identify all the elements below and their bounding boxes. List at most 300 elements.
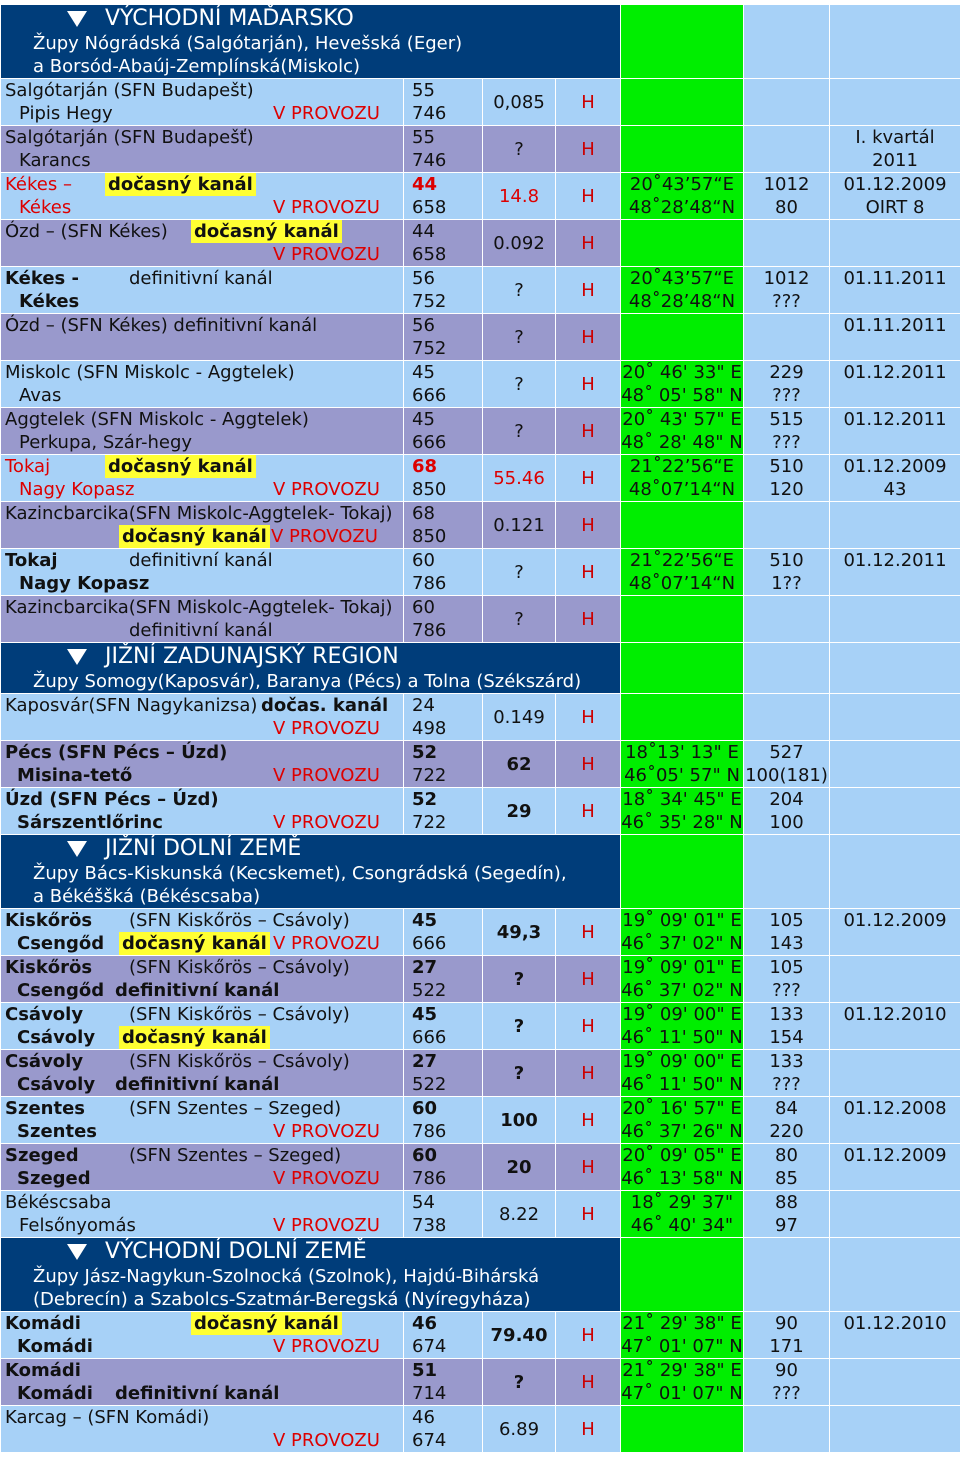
start-date: 01.12.2011	[830, 361, 960, 384]
date-note	[830, 717, 960, 740]
date-note	[830, 764, 960, 787]
channel-cell	[404, 220, 483, 267]
coordinates-cell	[621, 1003, 744, 1050]
station-note: (SFN Kiskőrös – Csávoly)	[129, 909, 350, 932]
channel-cell	[404, 173, 483, 220]
section-title-cell	[1, 1238, 621, 1312]
coordinates-cell	[621, 455, 744, 502]
erp: ???	[744, 290, 829, 313]
erp: 97	[744, 1214, 829, 1237]
date-note	[830, 337, 960, 360]
coordinates-cell	[621, 956, 744, 1003]
date-note	[830, 932, 960, 955]
site-name: Csengőd	[17, 979, 104, 1002]
table-row	[1, 694, 960, 741]
altitude: 90	[744, 1312, 829, 1335]
status-in-operation: V PROVOZU	[273, 196, 380, 219]
altitude: 1012	[744, 267, 829, 290]
altitude	[744, 126, 829, 149]
channel-number: 52	[404, 741, 482, 764]
longitude	[621, 314, 743, 337]
coordinates-cell	[621, 694, 744, 741]
longitude: 18˚ 29' 37"	[621, 1191, 743, 1214]
channel-frequency: 658	[404, 243, 482, 266]
longitude: 19˚ 09' 01" E	[621, 909, 743, 932]
section-subtitle: Župy Somogy(Kaposvár), Baranya (Pécs) a Tolna (Székszárd)	[1, 670, 620, 693]
power-value: ?	[483, 314, 556, 361]
latitude: 46˚ 13' 58" N	[621, 1167, 743, 1190]
altitude-cell	[744, 1191, 830, 1238]
altitude-cell	[744, 1050, 830, 1097]
latitude: 47˚ 01' 07" N	[621, 1382, 743, 1405]
table-row	[1, 1359, 960, 1406]
polarization: H	[556, 361, 621, 408]
date-note: 2011	[830, 149, 960, 172]
coordinates-cell	[621, 408, 744, 455]
channel-number: 44	[404, 173, 482, 196]
power-value: ?	[483, 1050, 556, 1097]
power-value: ?	[483, 1003, 556, 1050]
polarization: H	[556, 314, 621, 361]
polarization: H	[556, 1406, 621, 1453]
polarization: H	[556, 1191, 621, 1238]
date-cell	[830, 126, 960, 173]
channel-frequency: 752	[404, 290, 482, 313]
altitude	[744, 220, 829, 243]
altitude: 105	[744, 956, 829, 979]
date-note	[830, 1073, 960, 1096]
coordinates-cell	[621, 1406, 744, 1453]
altitude	[744, 596, 829, 619]
start-date	[830, 1191, 960, 1214]
date-cell	[830, 1406, 960, 1453]
longitude: 20˚ 09' 05" E	[621, 1144, 743, 1167]
coordinates-cell	[621, 1191, 744, 1238]
altitude-cell	[744, 909, 830, 956]
power-value: ?	[483, 267, 556, 314]
channel-frequency: 522	[404, 1073, 482, 1096]
latitude: 48˚28’48“N	[621, 290, 743, 313]
start-date: 01.12.2010	[830, 1003, 960, 1026]
triangle-down-icon	[67, 11, 87, 27]
channel-number: 56	[404, 267, 482, 290]
polarization: H	[556, 788, 621, 835]
station-cell	[1, 220, 404, 267]
start-date: 01.12.2011	[830, 549, 960, 572]
station-cell	[1, 549, 404, 596]
date-cell	[830, 694, 960, 741]
coordinates-cell	[621, 741, 744, 788]
longitude	[621, 1406, 743, 1429]
green-cell	[621, 5, 744, 79]
start-date	[830, 1359, 960, 1382]
power-value: 0.092	[483, 220, 556, 267]
polarization: H	[556, 956, 621, 1003]
site-name: Nagy Kopasz	[19, 478, 135, 501]
station-cell	[1, 596, 404, 643]
channel-cell	[404, 1406, 483, 1453]
station-note: (SFN Kiskőrös – Csávoly)	[129, 1003, 350, 1026]
coordinates-cell	[621, 220, 744, 267]
start-date: 01.11.2011	[830, 267, 960, 290]
date-note	[830, 1026, 960, 1049]
altitude-cell	[744, 741, 830, 788]
channel-number: 68	[404, 502, 482, 525]
site-name: Csávoly	[17, 1073, 95, 1096]
channel-number: 55	[404, 79, 482, 102]
date-cell	[830, 408, 960, 455]
channel-number: 24	[404, 694, 482, 717]
station-note: (SFN Szentes – Szeged)	[129, 1144, 341, 1167]
date-cell	[830, 314, 960, 361]
channel-cell	[404, 79, 483, 126]
coordinates-cell	[621, 126, 744, 173]
station-name: Ózd – (SFN Kékes) definitivní kanál	[5, 314, 317, 337]
latitude: 46˚ 37' 02" N	[621, 932, 743, 955]
polarization: H	[556, 1050, 621, 1097]
channel-number: 60	[404, 1097, 482, 1120]
start-date: 01.12.2011	[830, 408, 960, 431]
date-cell	[830, 1144, 960, 1191]
power-value: ?	[483, 126, 556, 173]
altitude: 105	[744, 909, 829, 932]
latitude: 46˚05' 57" N	[621, 764, 743, 787]
longitude: 20˚43’57“E	[621, 173, 743, 196]
channel-cell	[404, 361, 483, 408]
date-note	[830, 811, 960, 834]
section-title-cell	[1, 835, 621, 909]
channel-number: 56	[404, 314, 482, 337]
channel-frequency: 666	[404, 1026, 482, 1049]
section-title: JIŽNÍ DOLNÍ ZEMĚ	[105, 836, 301, 861]
channel-cell	[404, 1050, 483, 1097]
date-cell	[830, 596, 960, 643]
polarization: H	[556, 1144, 621, 1191]
date-note	[830, 1120, 960, 1143]
altitude-cell	[744, 314, 830, 361]
channel-frequency: 738	[404, 1214, 482, 1237]
altitude: 90	[744, 1359, 829, 1382]
erp	[744, 149, 829, 172]
section-title: VÝCHODNÍ DOLNÍ ZEMĚ	[105, 1239, 367, 1264]
channel-frequency: 850	[404, 525, 482, 548]
power-value: 62	[483, 741, 556, 788]
table-row	[1, 909, 960, 956]
channel-number: 27	[404, 1050, 482, 1073]
status-in-operation: V PROVOZU	[273, 717, 380, 740]
channel-number: 45	[404, 1003, 482, 1026]
altitude: 133	[744, 1003, 829, 1026]
section-subtitle: Župy Jász-Nagykun-Szolnocká (Szolnok), Hajdú-Bihárská	[1, 1265, 620, 1288]
station-cell	[1, 956, 404, 1003]
station-name: Ózd – (SFN Kékes)	[5, 220, 168, 243]
latitude: 48˚07’14“N	[621, 478, 743, 501]
station-cell	[1, 408, 404, 455]
table-row	[1, 220, 960, 267]
altitude	[744, 79, 829, 102]
table-row	[1, 173, 960, 220]
date-note	[830, 243, 960, 266]
channel-frequency: 746	[404, 149, 482, 172]
longitude: 21˚ 29' 38" E	[621, 1359, 743, 1382]
section-title: JIŽNÍ ZADUNAJSKÝ REGION	[105, 644, 399, 669]
station-name: Salgótarján (SFN Budapešt)	[5, 79, 254, 102]
channel-frequency: 714	[404, 1382, 482, 1405]
altitude: 80	[744, 1144, 829, 1167]
start-date: 01.12.2010	[830, 1312, 960, 1335]
erp: 85	[744, 1167, 829, 1190]
channel-number: 54	[404, 1191, 482, 1214]
erp: ???	[744, 979, 829, 1002]
station-name: Kékes -	[5, 267, 79, 290]
date-cell	[830, 956, 960, 1003]
site-name: Karancs	[19, 149, 91, 172]
definitive-channel-label: definitivní kanál	[115, 1073, 279, 1096]
latitude: 48˚28’48“N	[621, 196, 743, 219]
station-cell	[1, 694, 404, 741]
channel-frequency: 746	[404, 102, 482, 125]
site-name: Komádi	[17, 1382, 93, 1405]
start-date: 01.11.2011	[830, 314, 960, 337]
site-name: Komádi	[17, 1335, 93, 1358]
polarization: H	[556, 1003, 621, 1050]
channel-number: 51	[404, 1359, 482, 1382]
status-in-operation: V PROVOZU	[273, 102, 380, 125]
erp: 120	[744, 478, 829, 501]
station-note: (SFN Szentes – Szeged)	[129, 1097, 341, 1120]
triangle-down-icon	[67, 1244, 87, 1260]
station-cell	[1, 361, 404, 408]
definitive-channel-label: definitivní kanál	[115, 1382, 279, 1405]
station-cell	[1, 1097, 404, 1144]
channel-number: 45	[404, 361, 482, 384]
channel-cell	[404, 596, 483, 643]
station-name: Tokaj	[5, 455, 50, 478]
start-date	[830, 956, 960, 979]
start-date: 01.12.2008	[830, 1097, 960, 1120]
date-note	[830, 979, 960, 1002]
latitude: 46˚ 40' 34"	[621, 1214, 743, 1237]
empty-cell	[744, 1238, 830, 1312]
station-cell	[1, 1144, 404, 1191]
channel-frequency: 674	[404, 1429, 482, 1452]
erp: 143	[744, 932, 829, 955]
table-row	[1, 549, 960, 596]
longitude: 20˚ 46' 33" E	[621, 361, 743, 384]
coordinates-cell	[621, 1050, 744, 1097]
latitude: 46˚ 11' 50" N	[621, 1073, 743, 1096]
station-name: Aggtelek (SFN Miskolc - Aggtelek)	[5, 408, 309, 431]
status-in-operation: V PROVOZU	[273, 764, 380, 787]
longitude	[621, 126, 743, 149]
section-subtitle: Župy Nógrádská (Salgótarján), Hevešská (Eger)	[1, 32, 620, 55]
date-note	[830, 525, 960, 548]
longitude: 18˚13' 13" E	[621, 741, 743, 764]
power-value: 14.8	[483, 173, 556, 220]
station-name: Kiskőrös	[5, 909, 92, 932]
station-name: Úzd (SFN Pécs – Úzd)	[5, 788, 219, 811]
coordinates-cell	[621, 502, 744, 549]
status-in-operation: V PROVOZU	[273, 1429, 380, 1452]
table-row	[1, 741, 960, 788]
altitude-cell	[744, 956, 830, 1003]
longitude: 21˚ 29' 38" E	[621, 1312, 743, 1335]
channel-cell	[404, 408, 483, 455]
altitude-cell	[744, 126, 830, 173]
table-row	[1, 1003, 960, 1050]
station-cell	[1, 267, 404, 314]
date-cell	[830, 741, 960, 788]
table-row	[1, 267, 960, 314]
polarization: H	[556, 909, 621, 956]
coordinates-cell	[621, 79, 744, 126]
temporary-channel-label: dočas. kanál	[261, 694, 388, 717]
channel-cell	[404, 314, 483, 361]
altitude-cell	[744, 408, 830, 455]
station-cell	[1, 1003, 404, 1050]
altitude: 84	[744, 1097, 829, 1120]
altitude: 510	[744, 455, 829, 478]
section-subtitle: a Békéššká (Békéscsaba)	[1, 885, 620, 908]
channel-cell	[404, 741, 483, 788]
power-value: 49,3	[483, 909, 556, 956]
station-name: Salgótarján (SFN Budapešť)	[5, 126, 254, 149]
station-name: Csávoly	[5, 1050, 83, 1073]
start-date	[830, 79, 960, 102]
polarization: H	[556, 267, 621, 314]
longitude: 19˚ 09' 00" E	[621, 1003, 743, 1026]
section-title-cell	[1, 643, 621, 694]
date-cell	[830, 267, 960, 314]
date-note	[830, 431, 960, 454]
station-cell	[1, 455, 404, 502]
section-header	[1, 1238, 960, 1312]
date-note	[830, 384, 960, 407]
channel-frequency: 786	[404, 572, 482, 595]
altitude	[744, 502, 829, 525]
latitude	[621, 149, 743, 172]
section-subtitle: a Borsód-Abaúj-Zemplínská(Miskolc)	[1, 55, 620, 78]
station-name: Szentes	[5, 1097, 85, 1120]
longitude: 20˚43’57“E	[621, 267, 743, 290]
polarization: H	[556, 408, 621, 455]
channel-frequency: 498	[404, 717, 482, 740]
channel-frequency: 666	[404, 431, 482, 454]
date-note: 43	[830, 478, 960, 501]
site-name: Kékes	[19, 290, 79, 313]
date-cell	[830, 220, 960, 267]
polarization: H	[556, 502, 621, 549]
station-cell	[1, 1050, 404, 1097]
altitude: 88	[744, 1191, 829, 1214]
channel-frequency: 722	[404, 764, 482, 787]
station-name: Kékes –	[5, 173, 72, 196]
altitude-cell	[744, 549, 830, 596]
site-name: Csávoly	[17, 1026, 95, 1049]
channel-number: 46	[404, 1406, 482, 1429]
coordinates-cell	[621, 1097, 744, 1144]
channel-frequency: 674	[404, 1335, 482, 1358]
start-date: I. kvartál	[830, 126, 960, 149]
date-cell	[830, 1312, 960, 1359]
power-value: ?	[483, 549, 556, 596]
power-value: 55.46	[483, 455, 556, 502]
start-date	[830, 596, 960, 619]
table-row	[1, 1312, 960, 1359]
status-in-operation: V PROVOZU	[273, 478, 380, 501]
site-name: Sárszentlőrinc	[17, 811, 163, 834]
latitude	[621, 717, 743, 740]
channel-number: 52	[404, 788, 482, 811]
longitude	[621, 596, 743, 619]
start-date	[830, 502, 960, 525]
status-in-operation: V PROVOZU	[273, 243, 380, 266]
coordinates-cell	[621, 1312, 744, 1359]
date-note	[830, 290, 960, 313]
channel-frequency: 850	[404, 478, 482, 501]
latitude: 48˚ 05' 58" N	[621, 384, 743, 407]
power-value: ?	[483, 361, 556, 408]
section-title: VÝCHODNÍ MAĎARSKO	[105, 6, 354, 31]
date-cell	[830, 361, 960, 408]
channel-cell	[404, 126, 483, 173]
altitude-cell	[744, 1312, 830, 1359]
channel-frequency: 666	[404, 384, 482, 407]
date-cell	[830, 79, 960, 126]
station-cell	[1, 788, 404, 835]
power-value: ?	[483, 956, 556, 1003]
erp: 80	[744, 196, 829, 219]
date-note	[830, 619, 960, 642]
site-name: Csengőd	[17, 932, 104, 955]
polarization: H	[556, 79, 621, 126]
temporary-channel-label: dočasný kanál	[119, 1026, 270, 1049]
channel-cell	[404, 694, 483, 741]
polarization: H	[556, 126, 621, 173]
altitude-cell	[744, 79, 830, 126]
start-date	[830, 1050, 960, 1073]
power-value: ?	[483, 1359, 556, 1406]
longitude: 20˚ 43' 57" E	[621, 408, 743, 431]
station-name: Békéscsaba	[5, 1191, 111, 1214]
empty-cell	[744, 835, 830, 909]
definitive-channel-label: definitivní kanál	[115, 979, 279, 1002]
polarization: H	[556, 741, 621, 788]
station-cell	[1, 126, 404, 173]
erp: 220	[744, 1120, 829, 1143]
status-in-operation: V PROVOZU	[271, 525, 378, 548]
section-subtitle: (Debrecín) a Szabolcs-Szatmár-Beregská (Nyíregyháza)	[1, 1288, 620, 1311]
channel-cell	[404, 1312, 483, 1359]
erp	[744, 1429, 829, 1452]
table-row	[1, 1144, 960, 1191]
green-cell	[621, 835, 744, 909]
green-cell	[621, 643, 744, 694]
altitude: 1012	[744, 173, 829, 196]
section-header	[1, 5, 960, 79]
erp	[744, 337, 829, 360]
section-header	[1, 835, 960, 909]
channel-number: 60	[404, 596, 482, 619]
longitude	[621, 694, 743, 717]
channel-cell	[404, 1003, 483, 1050]
station-name: Komádi	[5, 1359, 81, 1382]
status-in-operation: V PROVOZU	[273, 811, 380, 834]
erp	[744, 717, 829, 740]
altitude: 510	[744, 549, 829, 572]
power-value: 0.121	[483, 502, 556, 549]
polarization: H	[556, 694, 621, 741]
